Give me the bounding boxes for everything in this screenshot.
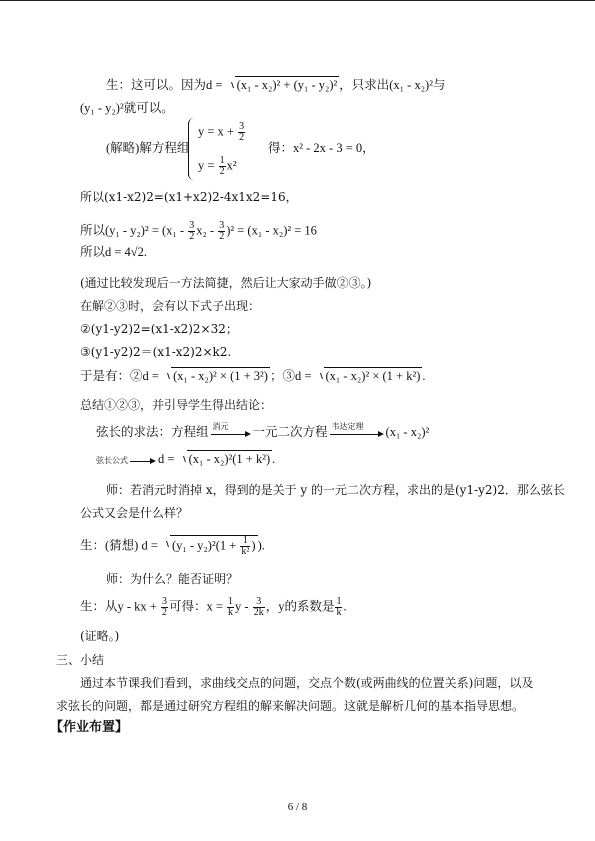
arrow-icon: 韦达定理 xyxy=(330,425,384,441)
equation-1 xyxy=(198,122,246,143)
text: 公式又会是什么样？ xyxy=(80,506,189,520)
text: (证略。) xyxy=(80,629,120,643)
text: 于是有：②d = xyxy=(80,369,163,383)
text: x₂ - xyxy=(196,223,218,238)
text: 在解②③时，会有以下式子出现： xyxy=(80,299,261,313)
sqrt: (x₁ - x₂)² × (1 + k²) xyxy=(317,367,423,384)
homework-heading xyxy=(50,720,128,736)
text: 师：为什么？能否证明？ xyxy=(106,572,239,586)
line-12 xyxy=(80,397,272,413)
text: y = x + xyxy=(198,124,238,139)
text: ③(y1-y2)2＝(x1-x2)2×k2. xyxy=(80,345,232,359)
text: 总结①②③，并引导学生得出结论： xyxy=(80,398,273,412)
text: y - xyxy=(235,599,252,614)
fraction: $\frac{3}{2}$ xyxy=(219,220,225,242)
text: (通过比较发现后一方法简捷，然后让大家动手做②③。) xyxy=(80,276,372,290)
line-16 xyxy=(80,505,188,521)
line-4 xyxy=(80,189,298,205)
fraction: $\frac{3}{2}$ xyxy=(239,121,245,143)
text: ). xyxy=(257,538,265,553)
line-6 xyxy=(80,244,147,260)
text: 所以(x1-x2)2=(x1+x2)2-4x1x2=16， xyxy=(80,190,298,204)
text: 所以d = 4√2. xyxy=(80,245,148,259)
text: 【作业布置】 xyxy=(50,720,129,735)
line-18 xyxy=(106,571,238,587)
text: 一元二次方程 xyxy=(252,425,328,439)
fraction: $\frac{3}{2k}$ xyxy=(253,596,264,618)
line-23 xyxy=(56,698,524,714)
text: )² = (x₁ - x₂)² = 16 xyxy=(226,223,317,238)
line-9 xyxy=(80,321,238,337)
text: 生：从y - kx + xyxy=(80,599,160,614)
text: ；③d = xyxy=(269,369,315,383)
line-19: 生：从y - kx + $\frac{3}{2}$ 可得：x = $\frac{1}{k}$ y - $\frac{3}{2k}$ ，y的系数是 $\frac{1}{k}$ . xyxy=(80,596,347,618)
text: 所以(y₁ - y₂)² = (x₁ - xyxy=(80,223,188,238)
text: 弦长的求法：方程组 xyxy=(96,425,209,439)
fraction: $\frac{3}{2}$ xyxy=(161,596,167,618)
sqrt: (x₁ - x₂)² × (1 + 3²) xyxy=(164,367,270,384)
line-14: 弦长公式 d = (x₁ - x₂)²(1 + k²) . xyxy=(96,450,275,469)
line-10 xyxy=(80,344,231,360)
text: 师：若消元时消掉 x，得到的是关于 y 的一元二次方程，求出的是(y1-y2)2．那么弦长 xyxy=(106,483,565,497)
page-number: 6 / 8 xyxy=(287,801,308,813)
line-3-result xyxy=(268,140,375,156)
top-rule xyxy=(0,0,595,1)
line-8 xyxy=(80,298,260,314)
text: 可得：x = xyxy=(168,599,227,614)
fraction: $\frac{3}{2}$ xyxy=(189,220,195,242)
arrow-icon: 消元 xyxy=(211,425,251,441)
text: 求弦长的问题，都是通过研究方程组的解来解决问题。这就是解析几何的基本指导思想。 xyxy=(56,699,525,713)
fraction: $\frac{1}{k}$ xyxy=(336,596,342,618)
line-20 xyxy=(80,628,119,644)
text: y = xyxy=(198,158,218,173)
line-3-label xyxy=(106,140,189,156)
equation-2: y = $\frac{1}{2}$ x² xyxy=(198,155,237,177)
line-5 xyxy=(80,221,317,242)
fraction: $\frac{1}{2}$ xyxy=(219,155,225,177)
arrow-icon xyxy=(130,452,156,468)
line-22 xyxy=(80,675,533,691)
line-13 xyxy=(96,424,429,441)
text: 生：(猜想) d = xyxy=(80,538,161,553)
sqrt: (y₁ - y₂)²(1 + $\frac{1}{\text{k²}}$ ) xyxy=(163,535,258,557)
line-2 xyxy=(80,100,174,116)
text: d = xyxy=(158,452,178,466)
line-17 xyxy=(80,535,265,557)
line-1 xyxy=(106,76,445,93)
section-heading xyxy=(56,652,104,668)
text: 三、小结 xyxy=(56,653,105,667)
text: 生：这可以。因为d = xyxy=(106,78,226,92)
brace xyxy=(188,118,195,180)
radicand: (x₁ - x₂)² + (y₁ - y₂)² xyxy=(236,78,338,92)
text: ，y的系数是 xyxy=(265,599,335,614)
text: (x₁ - x₂)² xyxy=(385,425,430,439)
line-15 xyxy=(106,482,565,498)
line-7 xyxy=(80,275,371,291)
text: ，只求出(x₁ - x₂)²与 xyxy=(339,78,446,92)
sqrt: (x₁ - x₂)²(1 + k²) xyxy=(180,450,273,467)
text: 弦长公式 xyxy=(96,456,128,465)
text: 通过本节课我们看到，求曲线交点的问题，交点个数(或两曲线的位置关系)问题，以及 xyxy=(80,676,534,690)
text: 得：x² - 2x - 3 = 0， xyxy=(268,141,375,155)
sqrt xyxy=(228,76,340,93)
text: ②(y1-y2)2=(x1-x2)2×32； xyxy=(80,322,238,336)
line-11: 于是有：②d = (x₁ - x₂)² × (1 + 3²) ；③d = (x₁ - x₂)² × (1 + k²) . xyxy=(80,369,426,383)
text: (y₁ - y₂)²就可以。 xyxy=(80,101,174,115)
text: (解略)解方程组 xyxy=(106,141,190,155)
fraction: $\frac{1}{k}$ xyxy=(228,596,234,618)
